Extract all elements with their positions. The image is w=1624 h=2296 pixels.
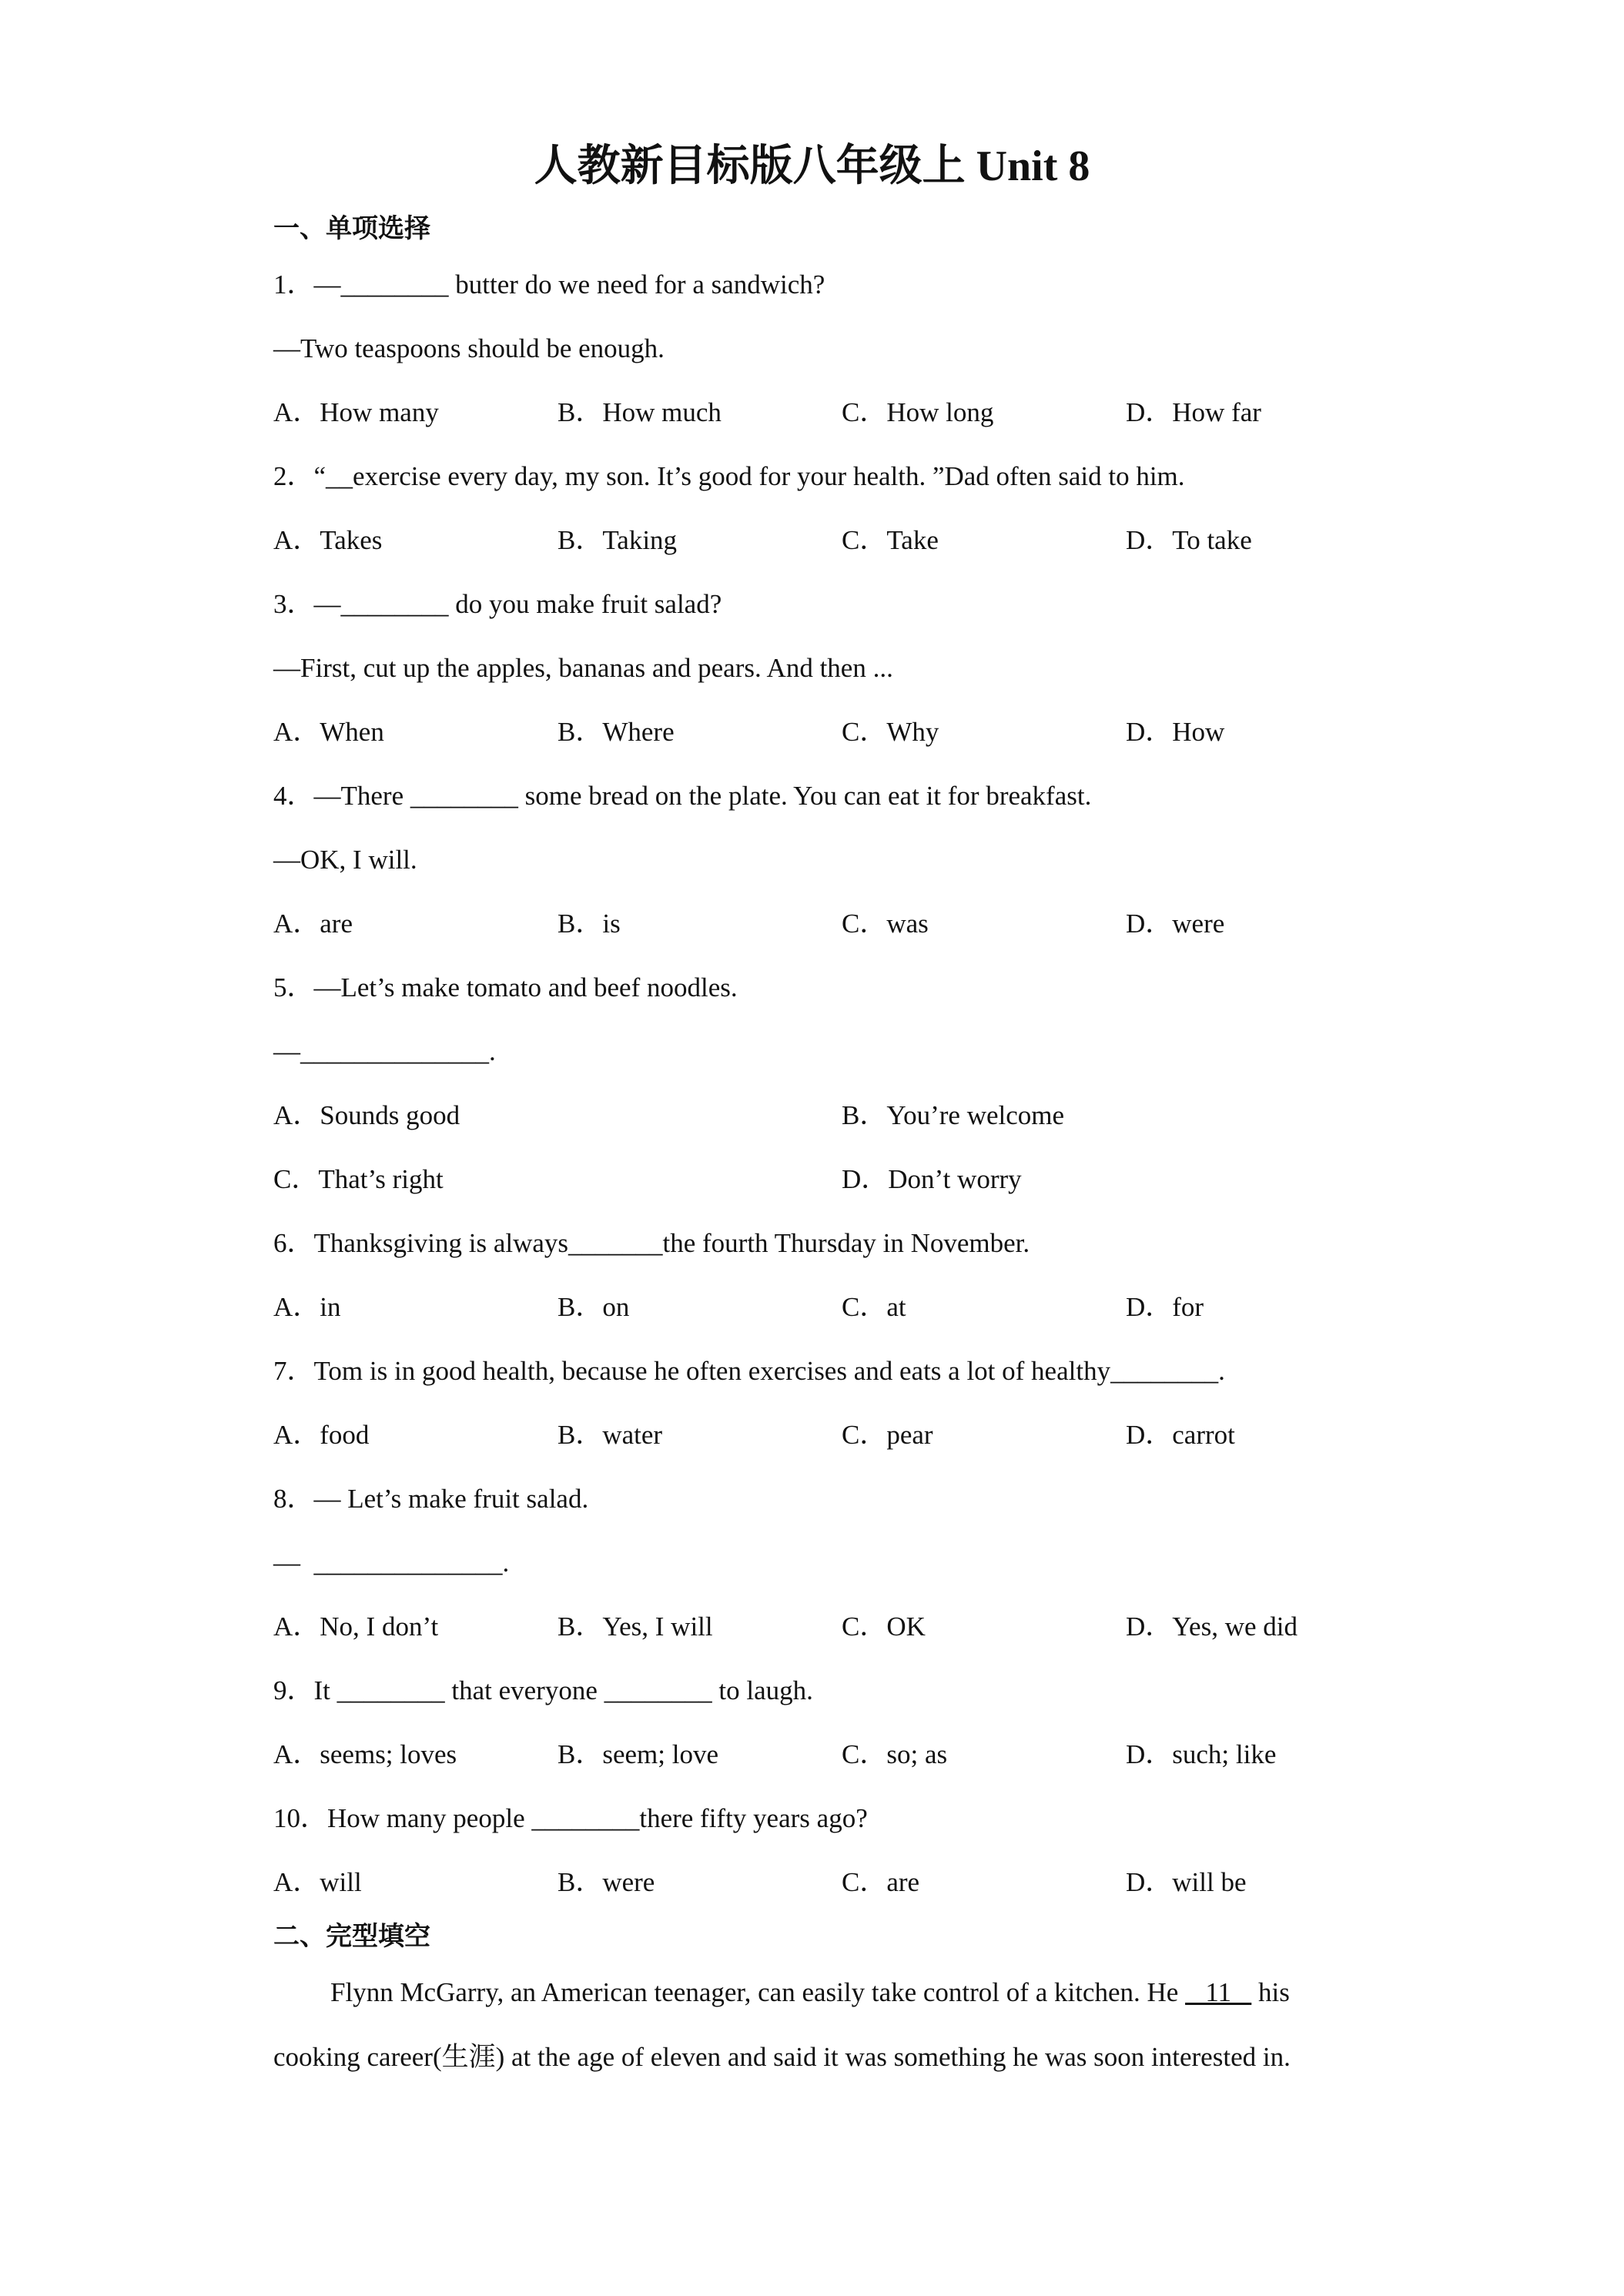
question-9-option-b: B．seem; love: [558, 1739, 718, 1769]
question-10-option-a: A．will: [273, 1867, 362, 1897]
question-3-option-d: D．How: [1126, 717, 1225, 747]
cloze-blank-11: 11: [1185, 1977, 1252, 2007]
question-2-option-c: C．Take: [842, 525, 939, 555]
question-4-option-d: D．were: [1126, 909, 1225, 939]
question-5-option-c: C．That’s right: [273, 1164, 444, 1194]
section-heading-cloze: 二、完型填空: [273, 1921, 430, 1952]
question-3-option-b: B．Where: [558, 717, 675, 747]
question-10-line-1: 10．How many people ________there fifty years ago?: [273, 1803, 868, 1833]
question-5-option-a: A．Sounds good: [273, 1100, 460, 1130]
question-9-option-d: D．such; like: [1126, 1739, 1277, 1769]
page-title: 人教新目标版八年级上 Unit 8: [534, 142, 1090, 190]
question-3-option-a: A．When: [273, 717, 384, 747]
section-heading-single-choice: 一、单项选择: [273, 213, 430, 244]
question-8-line-2: — ______________.: [273, 1548, 510, 1578]
question-6-option-a: A．in: [273, 1292, 341, 1322]
question-3-option-c: C．Why: [842, 717, 939, 747]
question-1-option-d: D．How far: [1126, 397, 1261, 427]
question-9-option-a: A．seems; loves: [273, 1739, 457, 1769]
question-10-option-b: B．were: [558, 1867, 655, 1897]
question-2-option-a: A．Takes: [273, 525, 383, 555]
question-7-option-b: B．water: [558, 1420, 663, 1450]
question-4-option-a: A．are: [273, 909, 353, 939]
question-5-option-d: D．Don’t worry: [842, 1164, 1022, 1194]
question-2-option-b: B．Taking: [558, 525, 678, 555]
cloze-paragraph: [273, 1960, 1367, 2090]
question-7-option-a: A．food: [273, 1420, 370, 1450]
question-10-option-d: D．will be: [1126, 1867, 1247, 1897]
question-8-option-c: C．OK: [842, 1612, 926, 1642]
question-5-line-1: 5．—Let’s make tomato and beef noodles.: [273, 972, 738, 1002]
question-1-option-c: C．How long: [842, 397, 994, 427]
question-5-line-2: —______________.: [273, 1036, 496, 1066]
question-6-option-c: C．at: [842, 1292, 906, 1322]
question-4-option-c: C．was: [842, 909, 929, 939]
question-7-line-1: 7．Tom is in good health, because he often exercises and eats a lot of healthy________.: [273, 1356, 1225, 1386]
question-1-option-b: B．How much: [558, 397, 722, 427]
question-1-option-a: A．How many: [273, 397, 439, 427]
question-5-option-b: B．You’re welcome: [842, 1100, 1065, 1130]
question-6-option-d: D．for: [1126, 1292, 1204, 1322]
cloze-passage: [273, 1960, 1367, 2090]
question-1-line-2: —Two teaspoons should be enough.: [273, 333, 665, 363]
question-9-option-c: C．so; as: [842, 1739, 948, 1769]
question-4-option-b: B．is: [558, 909, 621, 939]
question-4-line-2: —OK, I will.: [273, 845, 417, 875]
question-10-option-c: C．are: [842, 1867, 920, 1897]
question-8-option-b: B．Yes, I will: [558, 1612, 713, 1642]
question-2-line-1: 2．“__exercise every day, my son. It’s good for your health. ”Dad often said to him.: [273, 461, 1185, 491]
question-6-option-b: B．on: [558, 1292, 630, 1322]
question-7-option-c: C．pear: [842, 1420, 933, 1450]
question-1-line-1: 1．—________ butter do we need for a sandwich?: [273, 269, 825, 300]
cloze-text-end: his cooking career(生涯) at the age of eleven and said it was something he was soon interested in.: [273, 1977, 1291, 2072]
question-2-option-d: D．To take: [1126, 525, 1252, 555]
question-4-line-1: 4．—There ________ some bread on the plate. You can eat it for breakfast.: [273, 781, 1092, 811]
question-8-line-1: 8．— Let’s make fruit salad.: [273, 1484, 589, 1514]
question-3-line-2: —First, cut up the apples, bananas and pears. And then ...: [273, 653, 893, 683]
question-6-line-1: 6．Thanksgiving is always_______the fourth Thursday in November.: [273, 1228, 1030, 1258]
question-8-option-d: D．Yes, we did: [1126, 1612, 1298, 1642]
question-9-line-1: 9．It ________ that everyone ________ to laugh.: [273, 1675, 813, 1705]
question-7-option-d: D．carrot: [1126, 1420, 1235, 1450]
cloze-text-start: Flynn McGarry, an American teenager, can easily take control of a kitchen. He: [330, 1977, 1186, 2007]
question-3-line-1: 3．—________ do you make fruit salad?: [273, 589, 722, 619]
question-8-option-a: A．No, I don’t: [273, 1612, 439, 1642]
